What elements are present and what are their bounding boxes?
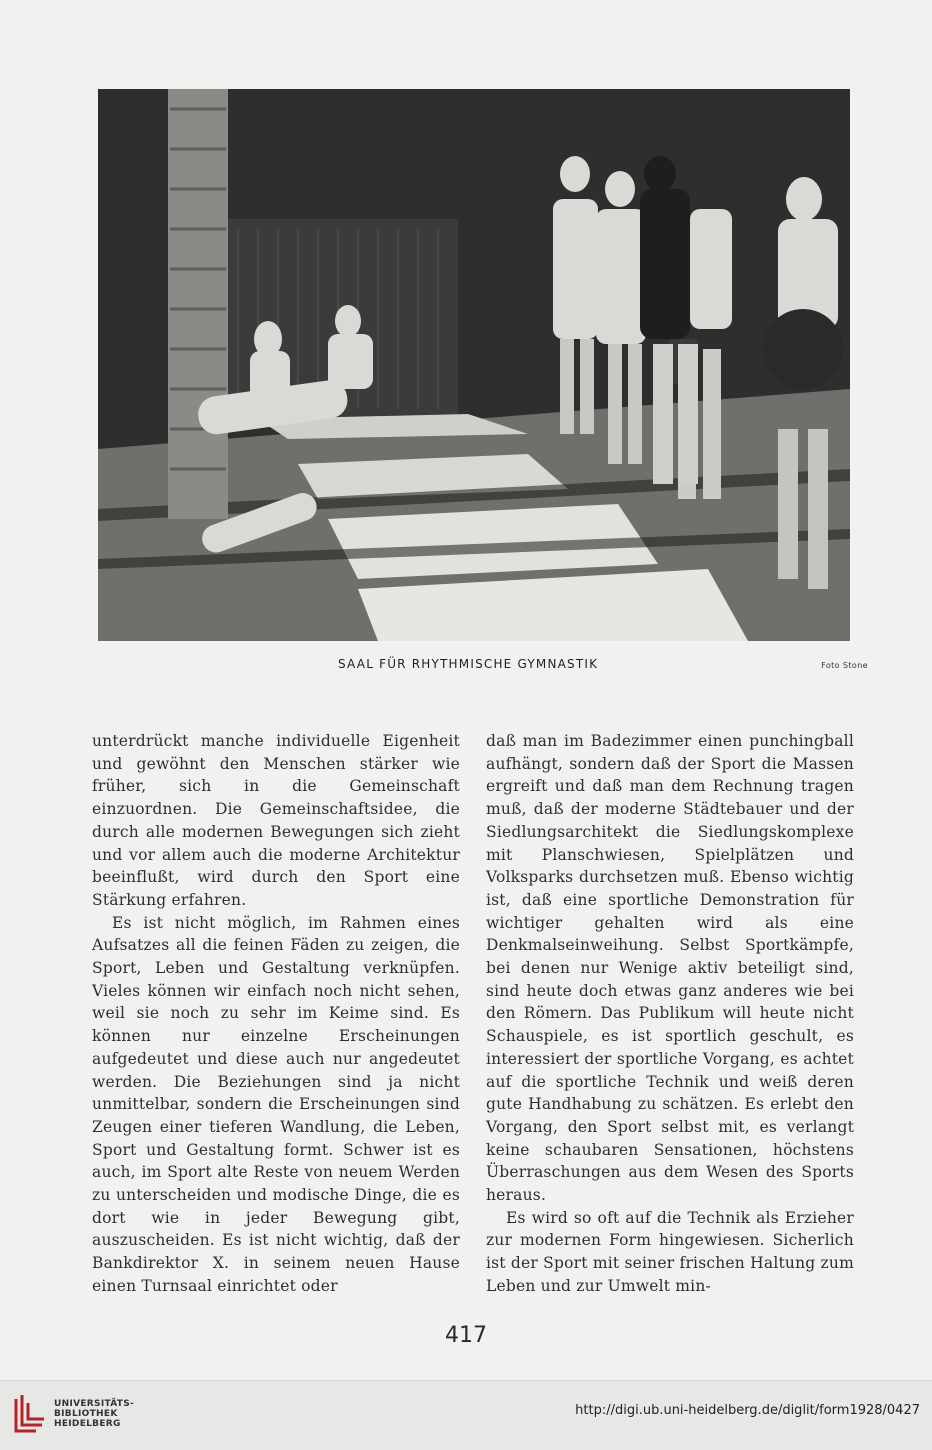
- library-footer: [0, 1380, 932, 1450]
- heidelberg-library-logo-icon: [12, 1391, 48, 1439]
- paragraph: daß man im Badezimmer einen punchingball aufhängt, sondern daß der Sport die Massen ergreift und daß man dem Rechnung tragen muß, daß der moderne Städtebauer und der Siedlungsarchitekt die Siedlungskomplexe mit Planschwiesen, Spielplätzen und Volksparks durchsetzen muß. Ebenso wichtig ist, daß eine sportliche Demonstration für wichtiger gehalten wird als eine Denkmalseinweihung. Selbst Sportkämpfe, bei denen nur Wenige aktiv beteiligt sind, sind heute doch etwas ganz anderes wie bei den Römern. Das Publikum will heute nicht Schauspiele, es ist sportlich geschult, es interessiert der sportliche Vorgang, es achtet auf die sportliche Technik und weiß deren gute Handhabung zu schätzen. Es erlebt den Vorgang, den Sport selbst mit, es verlangt keine schaubaren Sensationen, höchstens Überraschungen aus dem Wesen des Sports heraus.: [486, 732, 854, 1205]
- paragraph: Es ist nicht möglich, im Rahmen eines Aufsatzes all die feinen Fäden zu zeigen, die Sport, Leben und Gestaltung verknüpfen. Vieles können wir einfach noch nicht sehen, weil sie noch zu sehr im Keime sind. Es können nur einzelne Erscheinungen aufgedeutet und diese auch nur angedeutet werden. Die Beziehungen sind ja nicht unmittelbar, sondern die Erscheinungen sind Zeugen einer tieferen Wandlung, die Leben, Sport und Gestaltung formt. Schwer ist es auch, im Sport alte Reste von neuem Werden zu unterscheiden und modische Dinge, die es dort wie in jeder Bewegung gibt, auszuscheiden. Es ist nicht wichtig, daß der Bankdirektor X. in seinem neuen Hause einen Turnsaal einrichtet oder: [92, 913, 460, 1295]
- caption-title: SAAL FÜR RHYTHMISCHE GYMNASTIK: [338, 657, 599, 671]
- source-url-link[interactable]: http://digi.ub.uni-heidelberg.de/diglit/form1928/0427: [575, 1403, 920, 1418]
- library-name-line: UNIVERSITÄTS-: [54, 1399, 135, 1409]
- paragraph: Es wird so oft auf die Technik als Erzieher zur modernen Form hingewiesen. Sicherlich ist der Sport mit seiner frischen Haltung zum Leben und zur Umwelt min-: [486, 1208, 854, 1295]
- text-column-right: [486, 730, 854, 1298]
- library-name-line: BIBLIOTHEK: [54, 1409, 118, 1419]
- text-column-left: [92, 730, 460, 1298]
- photo-illustration: [98, 89, 850, 641]
- paragraph: unterdrückt manche individuelle Eigenheit und gewöhnt den Menschen stärker wie früher, sich in die Gemeinschaft einzuordnen. Die Gemeinschaftsidee, die durch alle modernen Bewegungen sich zieht und vor allem auch die moderne Architektur beeinflußt, wird durch den Sport eine Stärkung erfahren.: [92, 732, 460, 909]
- figure-caption: [98, 655, 868, 675]
- page-number: 417: [445, 1323, 487, 1348]
- library-name-line: HEIDELBERG: [54, 1419, 121, 1429]
- gymnastics-hall-photo: [98, 89, 850, 641]
- photo-credit: Foto Stone: [821, 661, 868, 670]
- library-name: [54, 1399, 134, 1429]
